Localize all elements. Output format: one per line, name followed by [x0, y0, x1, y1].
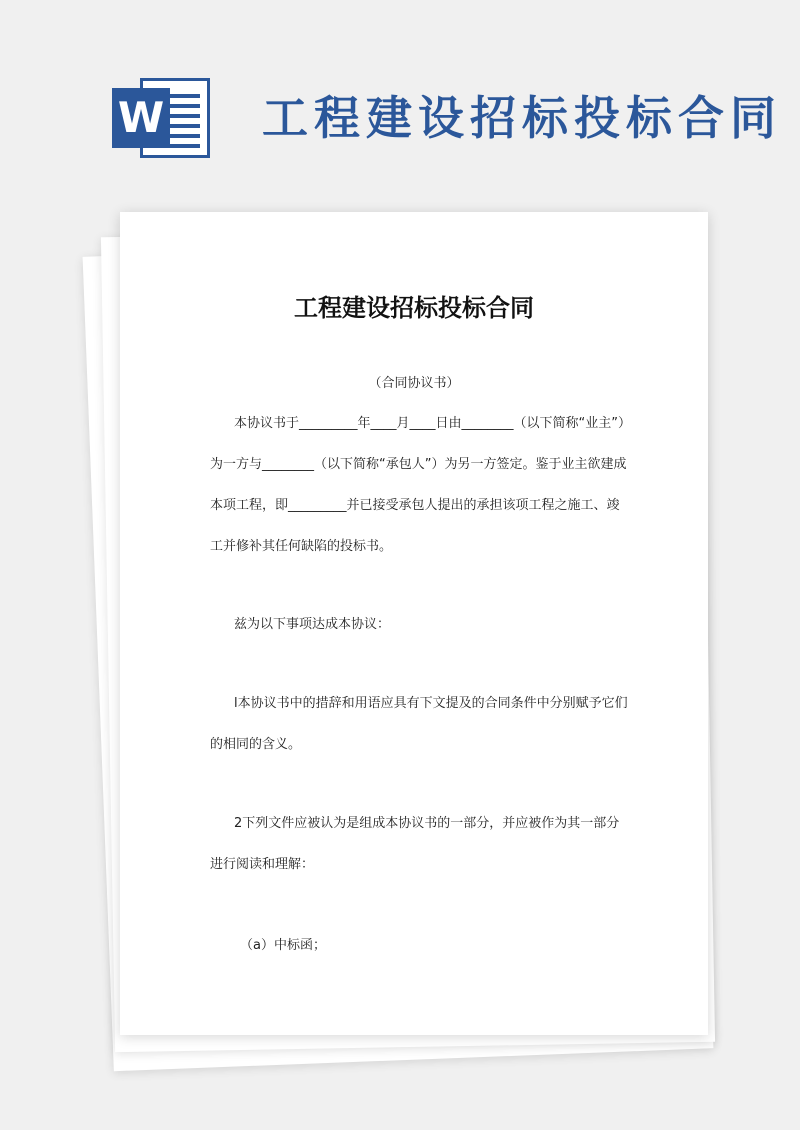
paragraph-agreement-intro: 本协议书于_________年____月____日由________（以下简称“业主”）为一方与________（以下简称“承包人”）为另一方签定。鉴于业主欲建成本项工程，即_________并已接受承包人提出的承担该项工程之施工、竣工并修补其任何缺陷的投标书。: [210, 416, 627, 554]
paragraph-clause-2: 2下列文件应被认为是组成本协议书的一部分，并应被作为其一部分进行阅读和理解：: [210, 816, 620, 872]
word-w-icon: W: [112, 88, 170, 148]
paragraph-item-a: （a）中标函；: [240, 938, 326, 953]
document-page: [120, 212, 708, 1035]
document-title: 工程建设招标投标合同: [294, 294, 534, 322]
word-app-logo: [112, 78, 212, 158]
paragraph-clause-1: l本协议书中的措辞和用语应具有下文提及的合同条件中分别赋予它们的相同的含义。: [210, 696, 628, 752]
document-subtitle: （合同协议书）: [368, 376, 460, 391]
document-lines-icon: [170, 94, 200, 154]
paragraph-agreement-heading: 兹为以下事项达成本协议：: [234, 617, 391, 632]
header-title: 工程建设招标投标合同: [262, 91, 782, 145]
